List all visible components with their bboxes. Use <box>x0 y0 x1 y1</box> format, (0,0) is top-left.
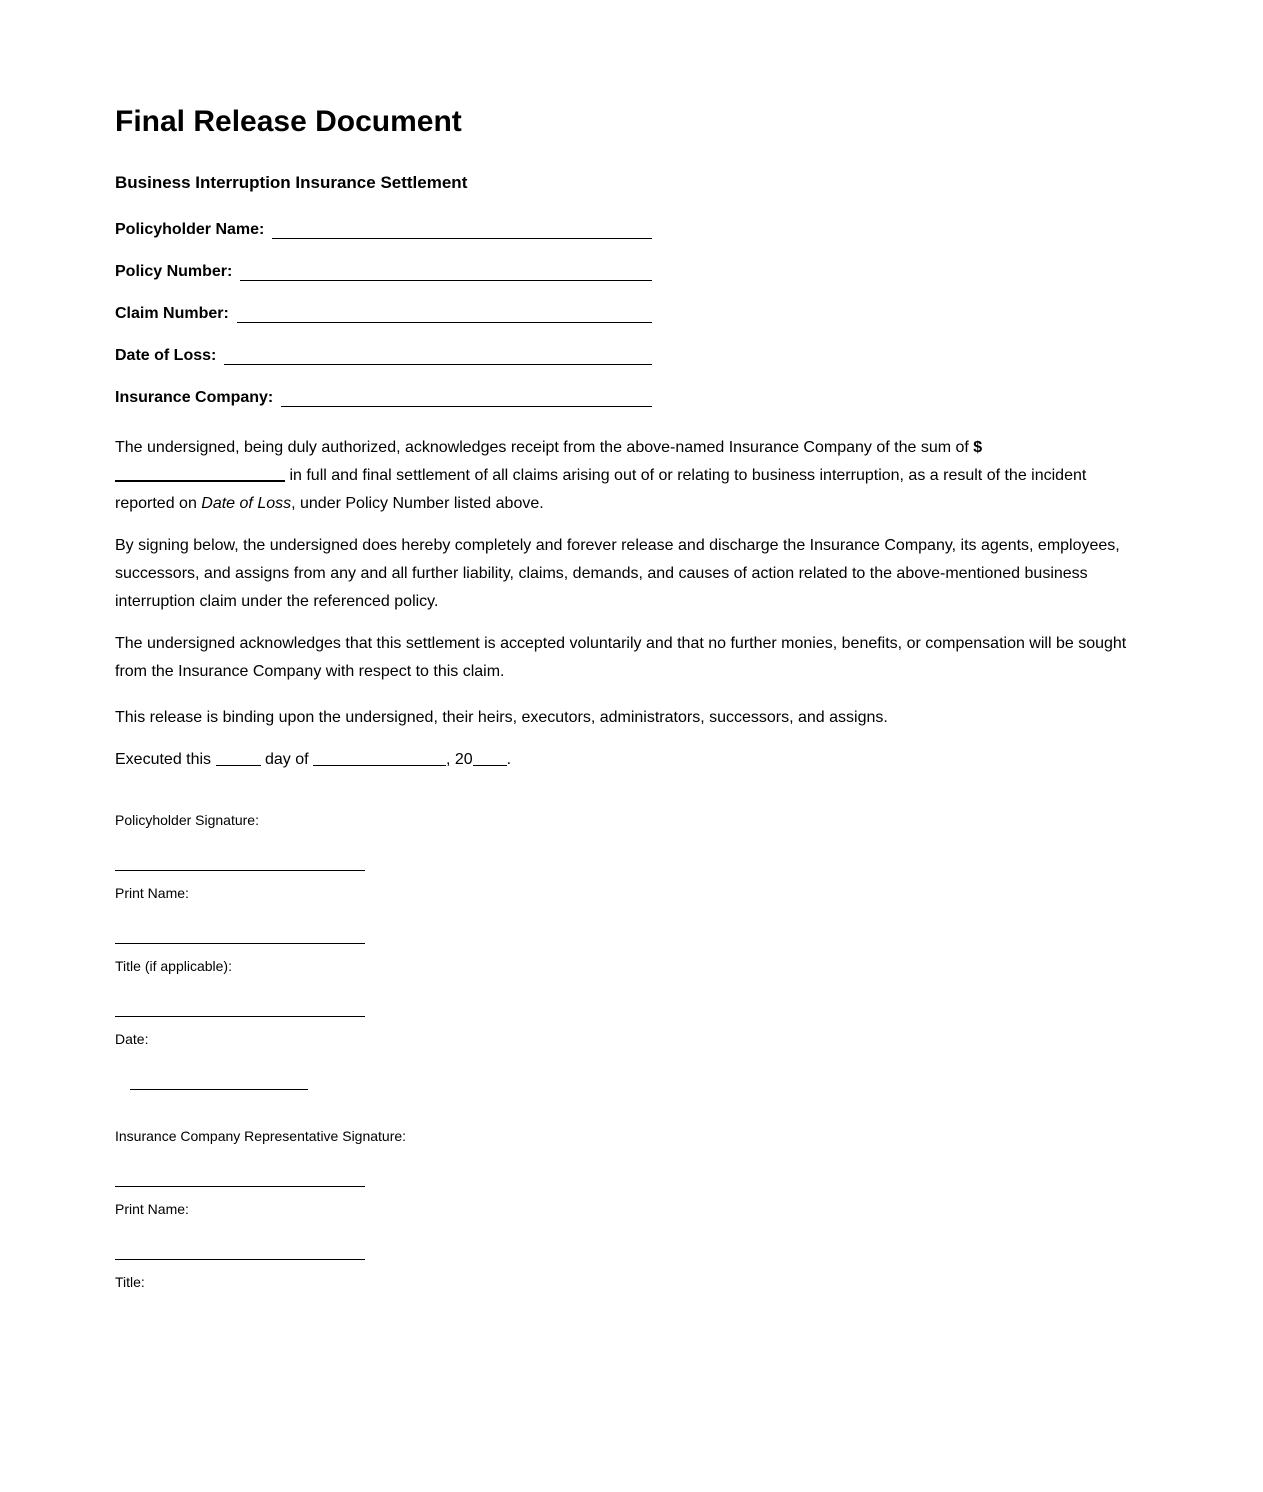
field-claim-number <box>115 303 652 324</box>
representative-print-name-label: Print Name: <box>115 1201 189 1217</box>
field-label-date-of-loss: Date of Loss: <box>115 347 217 364</box>
signature-section <box>115 810 1148 1292</box>
executed-text-day-of: day of <box>260 751 313 768</box>
executed-day-blank <box>216 750 261 766</box>
currency-symbol: $ <box>973 439 983 456</box>
field-blank-insurance-company <box>281 387 652 407</box>
paragraph-receipt <box>115 434 1148 518</box>
document-title: Final Release Document <box>115 105 462 138</box>
document-subtitle: Business Interruption Insurance Settlement <box>115 173 468 192</box>
field-label-policy-number: Policy Number: <box>115 263 233 280</box>
policyholder-signature-line <box>115 870 365 871</box>
date-line <box>130 1089 308 1090</box>
policyholder-print-name-line <box>115 943 365 944</box>
receipt-text-closing: , under Policy Number listed above. <box>291 495 544 512</box>
executed-text-prefix: Executed this <box>115 751 216 768</box>
executed-year-blank <box>473 750 507 766</box>
policyholder-signature-label: Policyholder Signature: <box>115 812 259 828</box>
field-blank-policyholder-name <box>272 219 652 239</box>
representative-signature-label: Insurance Company Representative Signature: <box>115 1128 407 1144</box>
executed-month-blank <box>313 750 446 766</box>
date-label: Date: <box>115 1031 149 1047</box>
field-policyholder-name <box>115 219 652 240</box>
date-of-loss-reference: Date of Loss <box>201 495 292 512</box>
executed-text-period: . <box>506 751 512 768</box>
field-label-insurance-company: Insurance Company: <box>115 389 274 406</box>
paragraph-voluntary: The undersigned acknowledges that this settlement is accepted voluntarily and that no further monies, benefits, or compensation will be sought from the Insurance Company with respect to this claim. <box>115 635 1131 680</box>
paragraph-binding: This release is binding upon the undersigned, their heirs, executors, administrators, successors, and assigns. <box>115 709 888 726</box>
receipt-text-before-amount: The undersigned, being duly authorized, acknowledges receipt from the above-named Insurance Company of the sum of <box>115 439 974 456</box>
amount-blank-line <box>115 466 285 482</box>
field-label-claim-number: Claim Number: <box>115 305 229 322</box>
policyholder-title-line <box>115 1016 365 1017</box>
field-blank-date-of-loss <box>224 345 652 365</box>
representative-print-name-line <box>115 1259 365 1260</box>
field-policy-number <box>115 261 652 282</box>
representative-title-label: Title: <box>115 1274 145 1290</box>
field-date-of-loss <box>115 345 652 366</box>
field-label-policyholder-name: Policyholder Name: <box>115 221 265 238</box>
receipt-text-after-amount: in full and final settlement of all claims arising out of or relating to business interruption, as a result of the incident reported on <box>115 467 1091 512</box>
policyholder-title-label: Title (if applicable): <box>115 958 232 974</box>
executed-text-year-prefix: , 20 <box>445 751 473 768</box>
policyholder-print-name-label: Print Name: <box>115 885 189 901</box>
document-body <box>115 434 1148 774</box>
paragraph-release: By signing below, the undersigned does hereby completely and forever release and discharge the Insurance Company, its agents, employees, successors, and assigns from any and all further liability, claims, demands, and causes of action related to the above-mentioned business interruption claim under the referenced policy. <box>115 537 1125 610</box>
field-blank-policy-number <box>240 261 652 281</box>
field-insurance-company <box>115 387 652 408</box>
info-fields <box>115 219 652 408</box>
representative-signature-line <box>115 1186 365 1187</box>
field-blank-claim-number <box>237 303 652 323</box>
executed-line <box>115 746 1148 774</box>
